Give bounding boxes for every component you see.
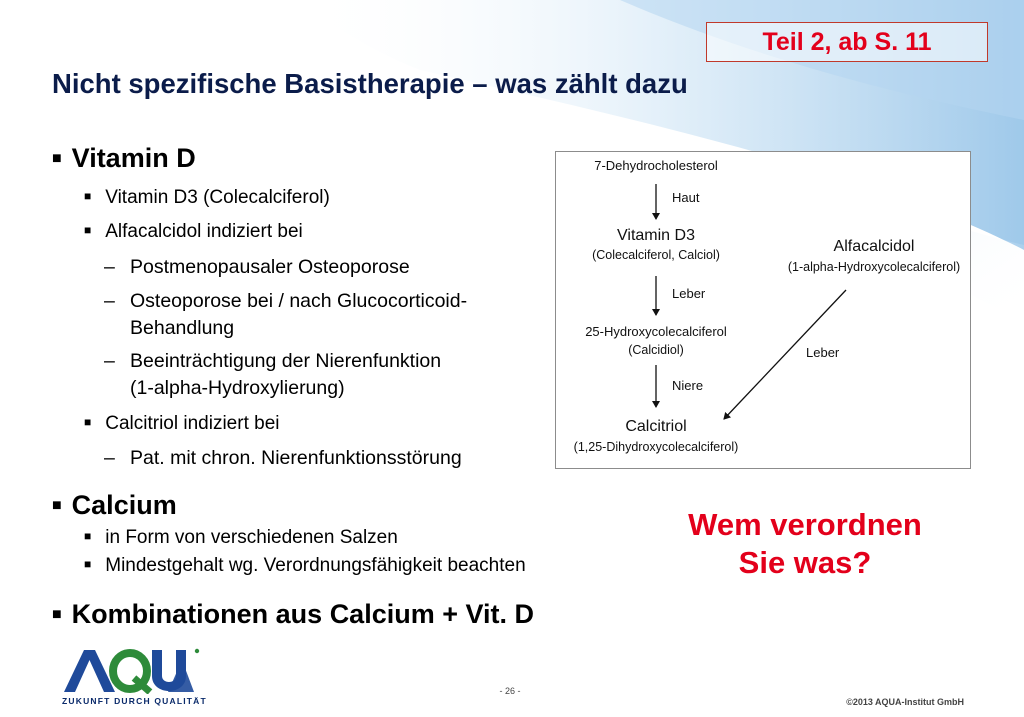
aqua-logo (64, 648, 200, 694)
dash-item-text: Postmenopausaler Osteoporose (130, 256, 410, 278)
logo-slogan: ZUKUNFT DURCH QUALITÄT (62, 696, 207, 706)
dash-icon: – (104, 447, 115, 469)
question-callout (650, 506, 960, 582)
dash-item (104, 290, 467, 313)
slide-title: Nicht spezifische Basistherapie – was zählt dazu (52, 68, 688, 99)
node-hydroxycolecalciferol: 25-Hydroxycolecalciferol (585, 324, 727, 339)
sub-bullet (84, 221, 303, 243)
diagram-arrows (556, 152, 972, 470)
edge-label-niere: Niere (672, 378, 704, 393)
dash-item (104, 447, 462, 470)
bullet-calcium (52, 490, 177, 521)
node-hydroxycolecalciferol-sub: (Calcidiol) (628, 343, 684, 357)
square-bullet-icon: ■ (52, 497, 62, 514)
edge-label-haut: Haut (672, 190, 700, 205)
sub-bullet-text: Alfacalcidol indiziert bei (105, 221, 303, 242)
dash-item-continuation: Behandlung (130, 317, 235, 339)
square-bullet-icon: ■ (52, 606, 62, 623)
dash-icon: – (104, 350, 115, 372)
node-vitamin-d3-sub: (Colecalciferol, Calciol) (592, 248, 720, 262)
sub-bullet-text: Mindestgehalt wg. Verordnungsfähigkeit beachten (105, 555, 526, 576)
square-bullet-icon: ■ (84, 415, 92, 429)
question-line-1: Wem verordnen (688, 507, 922, 542)
reference-box: Teil 2, ab S. 11 (706, 22, 988, 62)
vitamin-d-metabolism-diagram (555, 151, 971, 469)
node-dehydrocholesterol: 7-Dehydrocholesterol (594, 158, 718, 173)
dash-item-text: Pat. mit chron. Nierenfunktionsstörung (130, 447, 462, 469)
sub-bullet (84, 187, 330, 209)
square-bullet-icon: ■ (52, 150, 62, 167)
square-bullet-icon: ■ (84, 529, 92, 543)
node-calcitriol-sub: (1,25-Dihydroxycolecalciferol) (573, 440, 739, 454)
bullet-kombination (52, 599, 534, 630)
copyright: ©2013 AQUA-Institut GmbH (846, 697, 964, 707)
dash-icon: – (104, 290, 115, 312)
bullet-label: Kombinationen aus Calcium + Vit. D (71, 599, 535, 629)
dash-item (104, 350, 441, 373)
sub-bullet (84, 555, 526, 577)
node-calcitriol: Calcitriol (625, 418, 687, 435)
sub-bullet (84, 413, 279, 435)
question-line-2: Sie was? (738, 545, 872, 580)
square-bullet-icon: ■ (84, 189, 92, 203)
bullet-label: Calcium (71, 490, 177, 520)
bullet-vitamin-d (52, 143, 196, 174)
dash-icon: – (104, 256, 115, 278)
bullet-label: Vitamin D (71, 143, 196, 173)
page-number: - 26 - (499, 686, 521, 696)
square-bullet-icon: ■ (84, 557, 92, 571)
sub-bullet-text: in Form von verschiedenen Salzen (105, 527, 398, 548)
edge-label-leber: Leber (672, 286, 706, 301)
dash-item-text: Beeinträchtigung der Nierenfunktion (130, 350, 442, 372)
sub-bullet-text: Calcitriol indiziert bei (105, 413, 280, 434)
sub-bullet (84, 527, 398, 549)
node-alfacalcidol-sub: (1-alpha-Hydroxycolecalciferol) (787, 260, 961, 274)
sub-bullet-text: Vitamin D3 (Colecalciferol) (105, 187, 330, 208)
node-vitamin-d3: Vitamin D3 (617, 227, 695, 244)
dash-item (104, 256, 410, 279)
dash-item-continuation: (1-alpha-Hydroxylierung) (130, 377, 345, 399)
node-alfacalcidol: Alfacalcidol (833, 238, 915, 255)
square-bullet-icon: ■ (84, 223, 92, 237)
dash-item-text: Osteoporose bei / nach Glucocorticoid- (130, 290, 468, 312)
edge-label-leber-diagonal: Leber (806, 345, 840, 360)
